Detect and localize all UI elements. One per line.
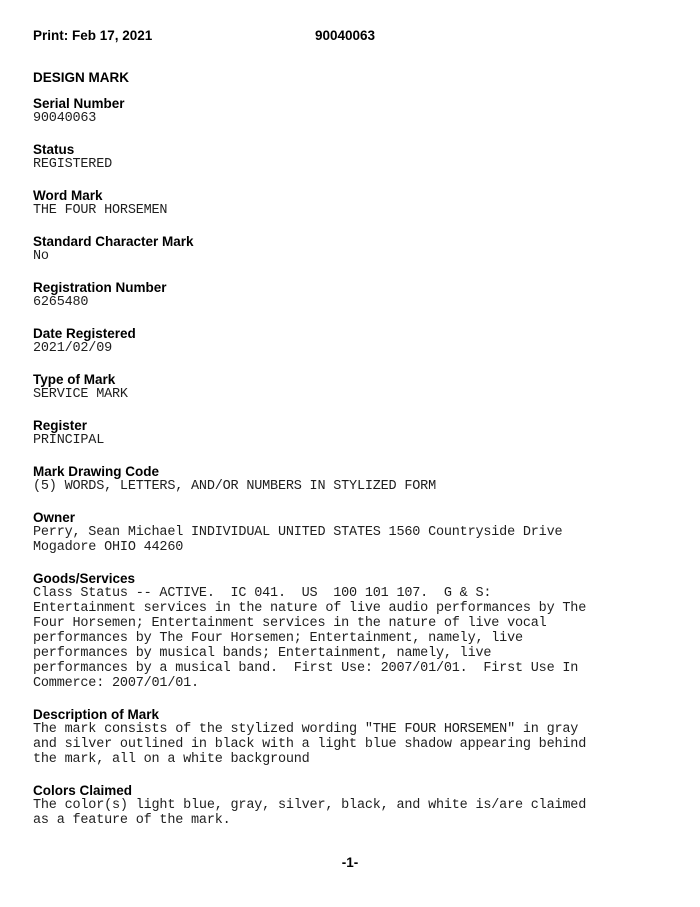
field-value: 6265480 (33, 295, 89, 310)
field-value: performances by a musical band. First Use: 2007/01/01. First Use In (33, 661, 579, 676)
field-value: the mark, all on a white background (33, 752, 310, 767)
field-value: Commerce: 2007/01/01. (33, 676, 199, 691)
field-value: 90040063 (33, 111, 97, 126)
field-value: and silver outlined in black with a light blue shadow appearing behind (33, 737, 587, 752)
field-label: Status (33, 142, 75, 157)
field-label: Description of Mark (33, 707, 160, 722)
field-value: Mogadore OHIO 44260 (33, 540, 184, 555)
field-label: Owner (33, 510, 76, 525)
field-label: Word Mark (33, 188, 103, 203)
field-label: Standard Character Mark (33, 234, 194, 249)
section-date-registered (33, 326, 667, 356)
field-value: Perry, Sean Michael INDIVIDUAL UNITED STATES 1560 Countryside Drive (33, 525, 563, 540)
field-label: Mark Drawing Code (33, 464, 160, 479)
field-value: Entertainment services in the nature of live audio performances by The (33, 601, 587, 616)
field-value: No (33, 249, 49, 264)
field-value: as a feature of the mark. (33, 813, 231, 828)
field-label: Registration Number (33, 280, 167, 295)
field-value: PRINCIPAL (33, 433, 105, 448)
field-value: The color(s) light blue, gray, silver, black, and white is/are claimed (33, 798, 587, 813)
field-label: Date Registered (33, 326, 136, 341)
page-number: -1- (341, 855, 359, 870)
field-value: THE FOUR HORSEMEN (33, 203, 168, 218)
field-label: Serial Number (33, 96, 125, 111)
section-goods-services (33, 571, 667, 691)
field-label: Register (33, 418, 88, 433)
document-title: DESIGN MARK (33, 70, 130, 85)
print-date: Print: Feb 17, 2021 (33, 28, 153, 43)
field-value: 2021/02/09 (33, 341, 113, 356)
section-owner (33, 510, 667, 555)
section-register (33, 418, 667, 448)
field-value: Four Horsemen; Entertainment services in the nature of live vocal (33, 616, 547, 631)
field-label: Type of Mark (33, 372, 116, 387)
field-value: SERVICE MARK (33, 387, 128, 402)
section-colors-claimed (33, 783, 667, 828)
section-mark-drawing-code (33, 464, 667, 494)
field-label: Colors Claimed (33, 783, 133, 798)
field-value: performances by musical bands; Entertainment, namely, live (33, 646, 492, 661)
field-label: Goods/Services (33, 571, 136, 586)
serial-number-header: 90040063 (315, 28, 376, 43)
field-value: performances by The Four Horsemen; Entertainment, namely, live (33, 631, 523, 646)
section-status (33, 142, 667, 172)
document-header (33, 28, 667, 43)
section-type-of-mark (33, 372, 667, 402)
field-value: The mark consists of the stylized wording "THE FOUR HORSEMEN" in gray (33, 722, 579, 737)
section-serial-number (33, 96, 667, 126)
field-value: REGISTERED (33, 157, 113, 172)
section-registration-number (33, 280, 667, 310)
section-description-of-mark (33, 707, 667, 767)
section-word-mark (33, 188, 667, 218)
field-value: Class Status -- ACTIVE. IC 041. US 100 101 107. G & S: (33, 586, 492, 601)
section-standard-character-mark (33, 234, 667, 264)
field-value: (5) WORDS, LETTERS, AND/OR NUMBERS IN STYLIZED FORM (33, 479, 436, 494)
